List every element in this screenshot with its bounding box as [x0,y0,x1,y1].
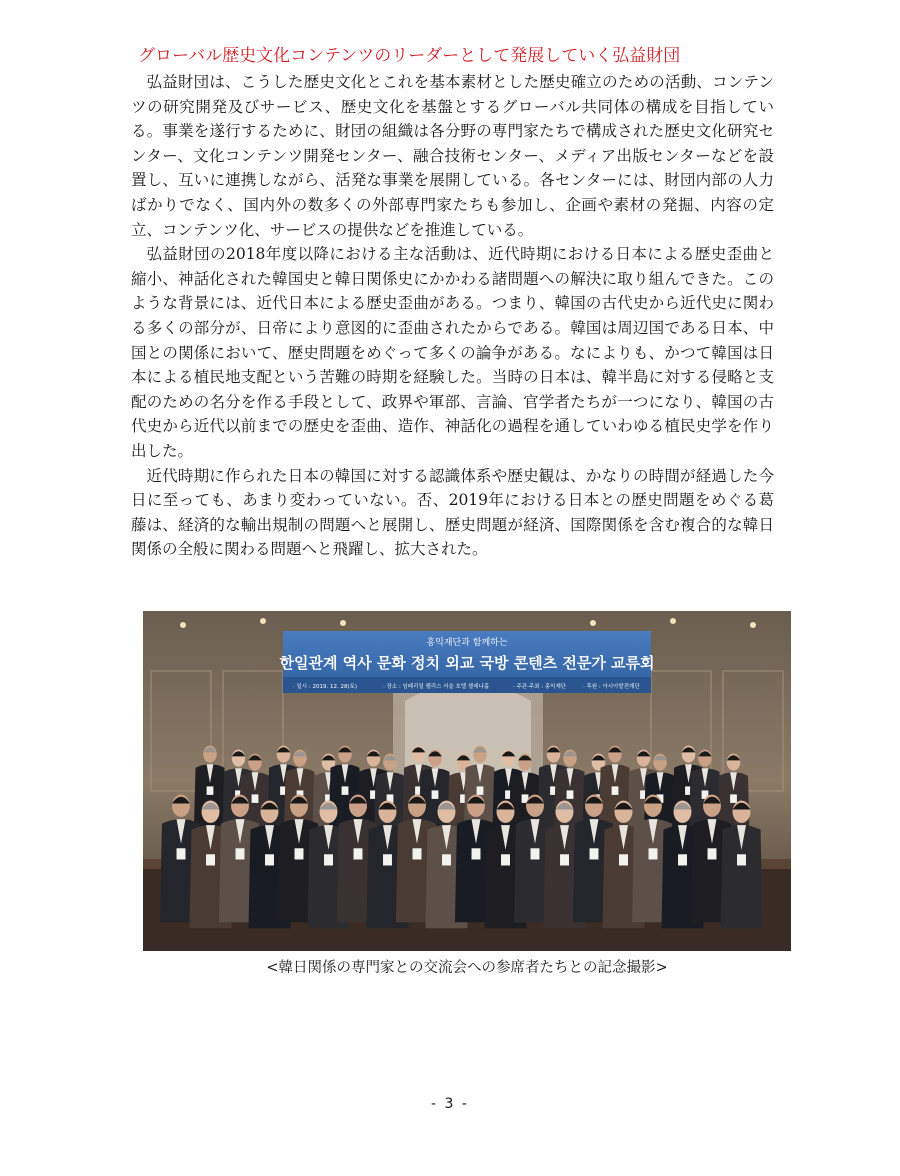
name-badge [678,854,687,865]
name-badge [730,794,737,803]
name-badge [177,848,186,859]
name-badge [590,848,599,859]
banner-subtitle: 홍익재단과 함께하는 [426,638,508,648]
banner-place: · 장소 : 임페리얼 팰리스 서울 호텔 셀레나홀 [383,684,490,690]
banner-host: · 주관·주최 : 홍익재단 [513,684,567,690]
banner-sponsor: · 후원 : 아시아발전재단 [583,684,640,690]
name-badge [619,854,628,865]
name-badge [649,848,658,859]
name-badge [265,854,274,865]
name-badge [737,854,746,865]
name-badge [477,786,484,795]
name-badge [531,848,540,859]
group-photo [143,611,791,951]
name-badge [442,854,451,865]
name-badge [324,854,333,865]
article-body [131,70,774,562]
paragraph-1: 弘益財団は、こうした歴史文化とこれを基本素材とした歴史確立のための活動、コンテンツの研究開発及びサービス、歴史文化を基盤とするグローバル共同体の構成を目指している。事業を遂行するために、財団の組織は各分野の専門家たちで構成された歴史文化研究センター、文化コンテンツ開発センター、融合技術センター、メディア出版センターなどを設置し、互いに連携しながら、活発な事業を展開している。各センターには、財団内部の人力ばかりでなく、国内外の数多くの外部専門家たちも参加し、企画や素材の発掘、内容の定立、コンテンツ化、サービスの提供などを推進している。 [131,73,774,239]
group-photo-illustration [143,611,791,951]
name-badge [236,848,245,859]
name-badge [206,854,215,865]
name-badge [472,848,481,859]
name-badge [501,854,510,865]
banner-date: · 일시 : 2019. 12. 28(토) [293,684,358,690]
name-badge [295,848,304,859]
photo-caption: <韓日関係の専門家との交流会への参席者たちとの記念撮影> [266,960,668,976]
name-badge [567,790,574,799]
name-badge [560,854,569,865]
paragraph-3: 近代時期に作られた日本の韓国に対する認識体系や歴史観は、かなりの時間が経過した今日に至っても、あまり変わっていない。否、2019年における日本との歴史問題をめぐる葛藤は、経済的な輸出規制の問題へと展開し、歴史問題が経済、国際関係を含む複合的な韓日関係の全般に関わる問題へと飛躍し、拡大された。 [131,466,774,559]
banner-title: 한일관계 역사 문화 정치 외교 국방 콘텐츠 전문가 교류회 [279,654,655,672]
name-badge [342,786,349,795]
name-badge [432,790,439,799]
name-badge [207,786,214,795]
section-heading: グローバル歴史文化コンテンツのリーダーとして発展していく弘益財団 [138,46,681,66]
name-badge [354,848,363,859]
page-number: - 3 - [431,1096,469,1112]
name-badge [413,848,422,859]
name-badge [612,786,619,795]
name-badge [708,848,717,859]
name-badge [383,854,392,865]
name-badge [252,794,259,803]
paragraph-2: 弘益財団の2018年度以降における主な活動は、近代時期における日本による歴史歪曲と縮小、神話化された韓国史と韓日関係史にかかわる諸問題への解決に取り組んできた。このような背景には、近代日本による歴史歪曲がある。つまり、韓国の古代史から近代史に関わる多くの部分が、日帝により意図的に歪曲されたからである。韓国は周辺国である日本、中国との関係において、歴史問題をめぐって多くの論争がある。なによりも、かつて韓国は日本による植民地支配という苦難の時期を経験した。当時の日本は、韓半島に対する侵略と支配のための名分を作る手段として、政界や軍部、言論、官学者たちが一つになり、韓国の古代史から近代以前までの歴史を歪曲、造作、神話化の過程を通していわゆる植民史学を作り出した。 [131,245,774,460]
